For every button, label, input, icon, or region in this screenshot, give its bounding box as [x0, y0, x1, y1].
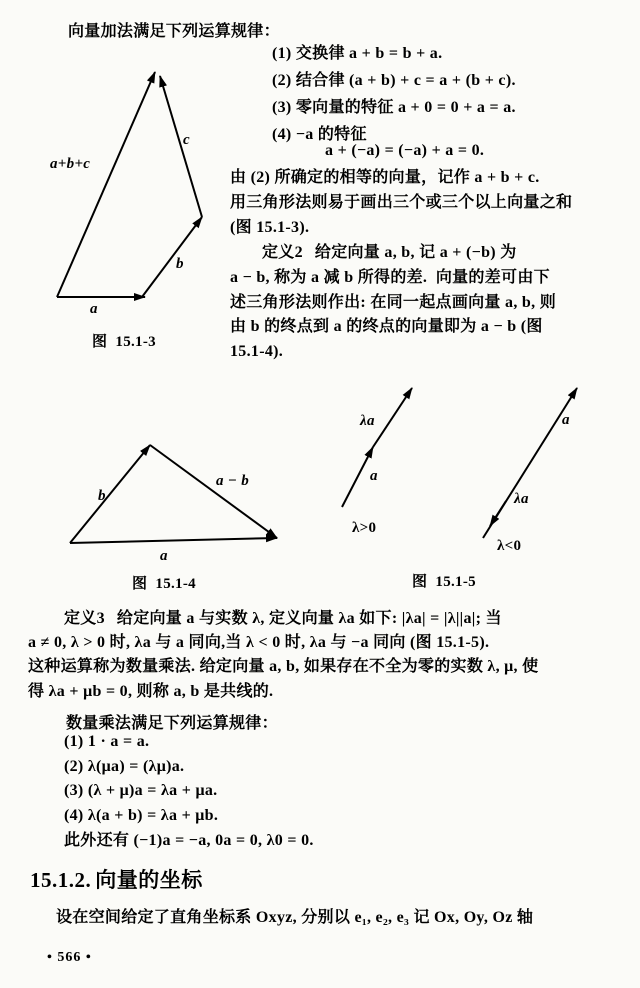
definition3-term: 定义3 [64, 610, 105, 627]
vector-c-label: c [183, 132, 190, 148]
definition2-first-line [230, 241, 626, 266]
definition2-term: 定义2 [262, 243, 303, 261]
vector-b [142, 217, 202, 297]
text-line: 由 b 的终点到 a 的终点的向量即为 a − b (图 [230, 318, 543, 336]
definition3-paragraph [28, 607, 616, 704]
definition3-line3-prefix: 这种运算称为 [28, 658, 126, 676]
addition-law-item-2: (2) 结合律 (a + b) + c = a + (b + c). [272, 72, 516, 89]
text-line: a ≠ 0, λ > 0 时, λa 与 a 同向,当 λ < 0 时, λa 与 −a 同向 (图 15.1-5). [28, 634, 490, 652]
scalar-law-header: 数量乘法满足下列运算规律： [66, 715, 278, 732]
scalar-multiplication-term: 数量乘法 [125, 658, 192, 676]
vector-c [160, 76, 202, 217]
definition3-first-line [28, 607, 616, 631]
figure-15-1-4 [40, 425, 320, 565]
vector-lambda-a-negative [490, 501, 506, 526]
text-line: 得 λa + μb = 0, 则称 a, b 是共线的. [28, 682, 274, 700]
vector-a-label: a [160, 548, 168, 564]
definition2-text: 给定向量 a, b, 记 a + (−b) 为 [314, 243, 517, 261]
scalar-law-item-3: (3) (λ + μ)a = λa + μa. [64, 782, 218, 800]
addition-law-item-1: (1) 交换律 a + b = b + a. [272, 45, 443, 62]
scalar-law-extra: 此外还有 (−1)a = −a, 0a = 0, λ0 = 0. [64, 831, 314, 849]
vector-a-positive [342, 447, 373, 507]
vector-a-minus-b [150, 445, 277, 538]
definition3-line3-rest: . 给定向量 a, b, 如果存在不全为零的实数 λ, μ, 使 [191, 658, 539, 676]
text-line: 由 (2) 所确定的相等的向量，记作 a + b + c. [230, 169, 540, 186]
text-line: (图 15.1-3). [230, 218, 310, 236]
intro-paragraph: 向量加法满足下列运算规律： [68, 23, 280, 40]
lambda-negative-condition: λ<0 [497, 538, 522, 554]
text-line: 述三角形法则作出: 在同一起点画向量 a, b, 则 [230, 293, 557, 311]
figure-15-1-4-caption: 图 15.1-4 [132, 576, 196, 592]
vector-b-label: b [176, 256, 184, 272]
lambda-a-label-right: λa [514, 491, 529, 507]
section-title: 向量的坐标 [95, 868, 203, 892]
scalar-law-list [64, 730, 624, 854]
text-line: 15.1-4). [230, 343, 284, 361]
section-number: 15.1.2. [30, 868, 92, 892]
addition-law-item-3: (3) 零向量的特征 a + 0 = 0 + a = a. [272, 99, 516, 116]
a-label-right: a [562, 412, 570, 428]
addition-law-item-4: (4) −a 的特征 [272, 126, 367, 143]
addition-law-list [272, 40, 602, 148]
section-body-paragraph: 设在空间给定了直角坐标系 Oxyz, 分别以 e₁, e₂, e₃ 记 Ox, Oy, Oz 轴 [56, 909, 534, 926]
figure-15-1-5-caption: 图 15.1-5 [412, 574, 476, 590]
vector-lambda-a-positive [373, 388, 412, 447]
text-line [28, 655, 616, 679]
vector-b [70, 445, 150, 543]
lambda-positive-condition: λ>0 [352, 520, 377, 536]
vector-b-label: b [98, 488, 106, 504]
vector-a-minus-b-label: a − b [216, 473, 250, 489]
definition3-text: 给定向量 a 与实数 λ, 定义向量 λa 如下: |λa| = |λ||a|; 当 [116, 610, 502, 627]
scalar-law-item-2: (2) λ(μa) = (λμ)a. [64, 757, 185, 775]
scalar-law-item-1: (1) 1 · a = a. [64, 733, 150, 750]
section-heading [30, 864, 203, 894]
vector-sum [57, 72, 155, 297]
vector-a-label: a [90, 301, 98, 317]
vector-a [70, 538, 277, 543]
figure-15-1-3 [20, 60, 235, 325]
figure-15-1-3-caption: 图 15.1-3 [92, 334, 156, 350]
lambda-a-label-left: λa [360, 413, 375, 429]
figure-15-1-5 [330, 380, 600, 555]
vector-sum-label: a+b+c [50, 156, 91, 172]
page-number: • 566 • [47, 950, 92, 965]
text-line: 用三角形法则易于画出三个或三个以上向量之和 [230, 193, 573, 211]
right-column-paragraph [230, 166, 626, 365]
neg-a-equation: a + (−a) = (−a) + a = 0. [325, 142, 485, 159]
scalar-law-item-4: (4) λ(a + b) = λa + μb. [64, 807, 219, 825]
text-line: a − b, 称为 a 减 b 所得的差. 向量的差可由下 [230, 268, 550, 286]
a-label-left: a [370, 468, 378, 484]
